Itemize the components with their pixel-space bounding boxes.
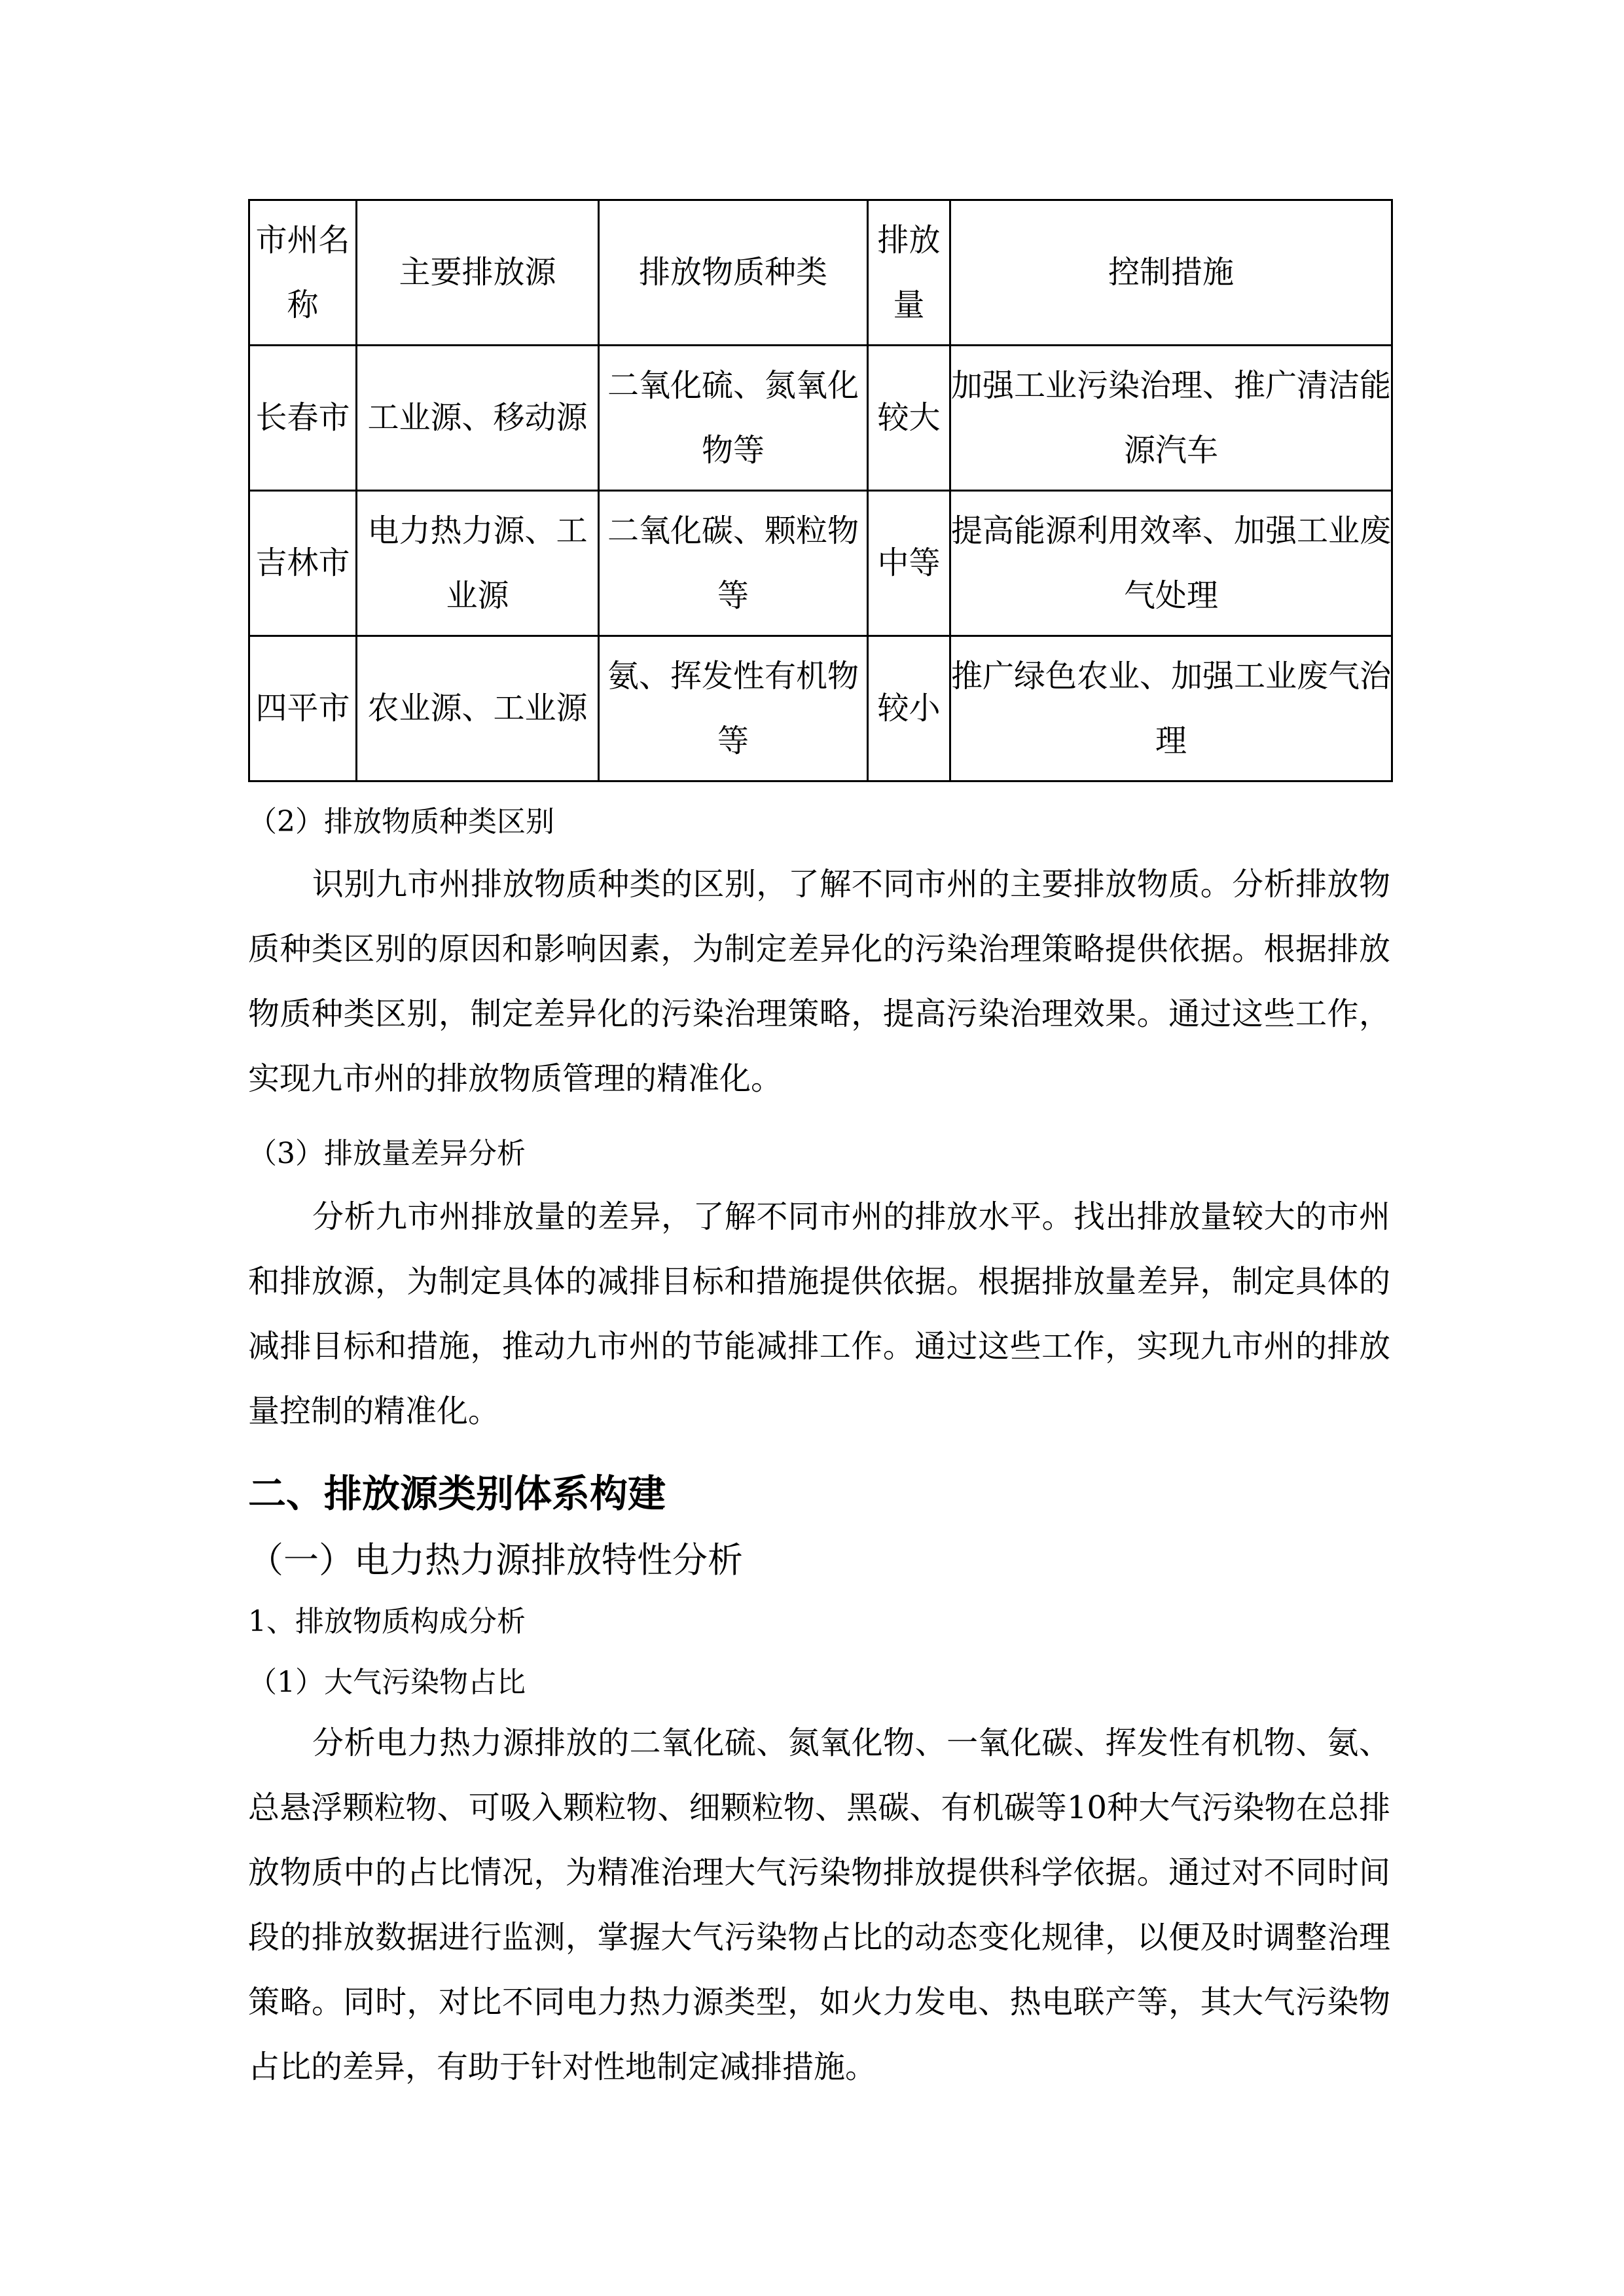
cell-measures: 加强工业污染治理、推广清洁能源汽车 [950, 346, 1392, 491]
cell-substance: 二氧化碳、颗粒物等 [599, 491, 868, 636]
cell-city: 四平市 [249, 636, 357, 781]
cell-city: 长春市 [249, 346, 357, 491]
cell-amount: 中等 [868, 491, 950, 636]
header-source: 主要排放源 [357, 200, 599, 346]
sub-heading: （一）电力热力源排放特性分析 [248, 1539, 743, 1581]
chapter-heading: 二、排放源类别体系构建 [248, 1471, 666, 1516]
paragraph-amount-difference: 分析九市州排放量的差异，了解不同市州的排放水平。找出排放量较大的市州和排放源，为制定具体的减排目标和措施提供依据。根据排放量差异，制定具体的减排目标和措施，推动九市州的节能减排工作。通过这些工作，实现九市州的排放量控制的精准化。 [248, 1198, 1390, 1429]
header-measures: 控制措施 [950, 200, 1392, 346]
table-header-row [249, 200, 1392, 346]
paragraph-air-pollutants: 分析电力热力源排放的二氧化硫、氮氧化物、一氧化碳、挥发性有机物、氨、总悬浮颗粒物、可吸入颗粒物、细颗粒物、黑碳、有机碳等10种大气污染物在总排放物质中的占比情况，为精准治理大气污染物排放提供科学依据。通过对不同时间段的排放数据进行监测，掌握大气污染物占比的动态变化规律，以便及时调整治理策略。同时，对比不同电力热力源类型，如火力发电、热电联产等，其大气污染物占比的差异，有助于针对性地制定减排措施。 [248, 1725, 1390, 2085]
section-heading-amount-difference: （3）排放量差异分析 [248, 1137, 526, 1170]
header-city: 市州名称 [249, 200, 357, 346]
table-row [249, 636, 1392, 781]
cell-city: 吉林市 [249, 491, 357, 636]
table-row [249, 346, 1392, 491]
cell-source: 电力热力源、工业源 [357, 491, 599, 636]
subitem-heading: （1）大气污染物占比 [248, 1666, 526, 1699]
cell-measures: 提高能源利用效率、加强工业废气处理 [950, 491, 1392, 636]
cell-measures: 推广绿色农业、加强工业废气治理 [950, 636, 1392, 781]
header-substance: 排放物质种类 [599, 200, 868, 346]
cell-amount: 较大 [868, 346, 950, 491]
emission-table [248, 199, 1393, 782]
paragraph-substance-difference: 识别九市州排放物质种类的区别，了解不同市州的主要排放物质。分析排放物质种类区别的原因和影响因素，为制定差异化的污染治理策略提供依据。根据排放物质种类区别，制定差异化的污染治理策略，提高污染治理效果。通过这些工作，实现九市州的排放物质管理的精准化。 [248, 866, 1390, 1097]
cell-source: 工业源、移动源 [357, 346, 599, 491]
table-row [249, 491, 1392, 636]
cell-substance: 氨、挥发性有机物等 [599, 636, 868, 781]
header-amount: 排放量 [868, 200, 950, 346]
cell-source: 农业源、工业源 [357, 636, 599, 781]
cell-amount: 较小 [868, 636, 950, 781]
item-heading: 1、排放物质构成分析 [248, 1605, 526, 1638]
section-heading-substance-difference: （2）排放物质种类区别 [248, 805, 554, 838]
cell-substance: 二氧化硫、氮氧化物等 [599, 346, 868, 491]
